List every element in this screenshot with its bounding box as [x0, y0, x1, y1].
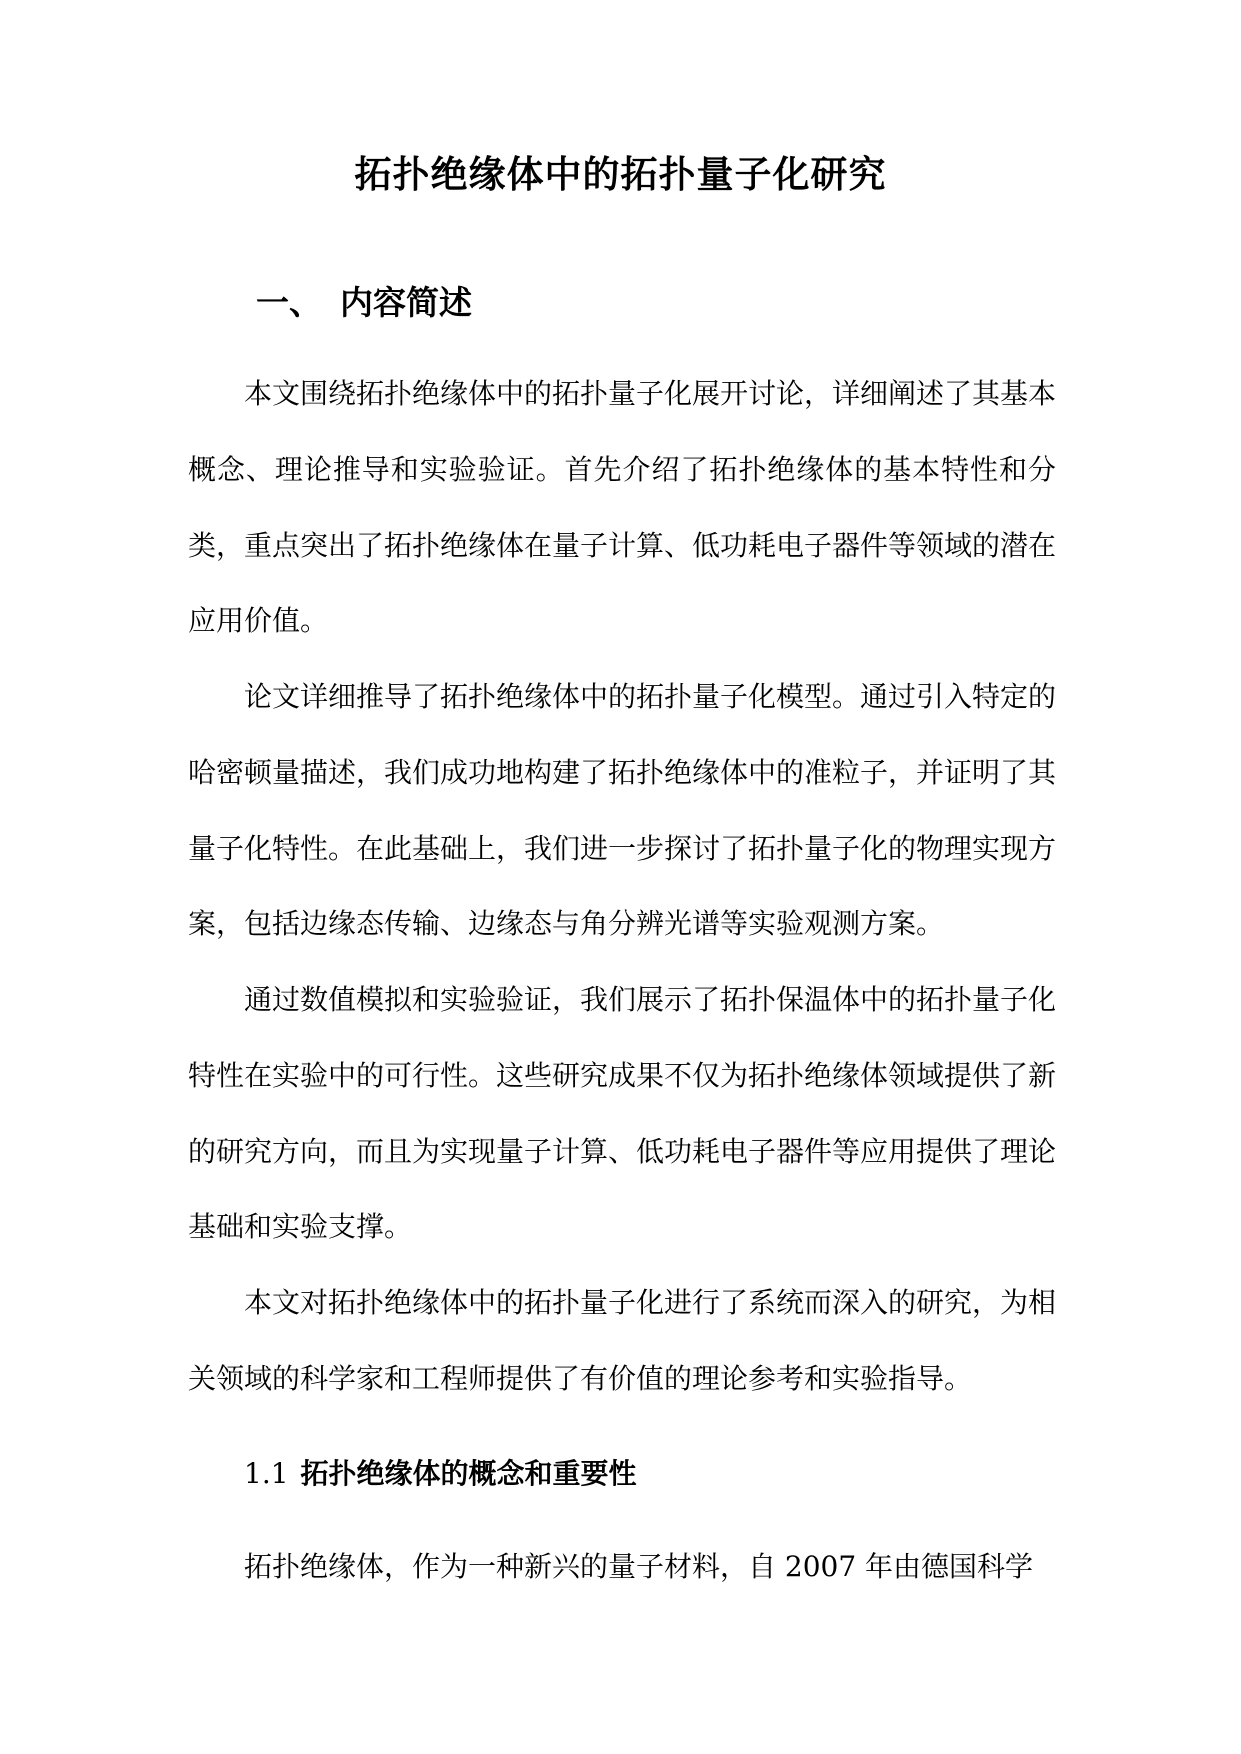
subsection-number: 1.1: [244, 1457, 289, 1490]
paragraph-1: 本文围绕拓扑绝缘体中的拓扑量子化展开讨论，详细阐述了其基本概念、理论推导和实验验证。首先介绍了拓扑绝缘体的基本特性和分类，重点突出了拓扑绝缘体在量子计算、低功耗电子器件等领域的潜在应用价值。: [188, 377, 1057, 638]
paragraph-3: 通过数值模拟和实验验证，我们展示了拓扑保温体中的拓扑量子化特性在实验中的可行性。这些研究成果不仅为拓扑绝缘体领域提供了新的研究方向，而且为实现量子计算、低功耗电子器件等应用提供了理论基础和实验支撑。: [188, 983, 1057, 1244]
section-title: 内容简述: [340, 283, 472, 322]
section-heading: [256, 280, 472, 326]
subsection-heading: [244, 1454, 637, 1494]
document-title: 拓扑绝缘体中的拓扑量子化研究: [354, 152, 887, 196]
paragraph-4: 本文对拓扑绝缘体中的拓扑量子化进行了系统而深入的研究，为相关领域的科学家和工程师提供了有价值的理论参考和实验指导。: [188, 1286, 1057, 1395]
paragraph-2: 论文详细推导了拓扑绝缘体中的拓扑量子化模型。通过引入特定的哈密顿量描述，我们成功地构建了拓扑绝缘体中的准粒子，并证明了其量子化特性。在此基础上，我们进一步探讨了拓扑量子化的物理实现方案，包括边缘态传输、边缘态与角分辨光谱等实验观测方案。: [188, 680, 1057, 941]
subsection-paragraph: 拓扑绝缘体，作为一种新兴的量子材料，自 2007 年由德国科学: [244, 1550, 1034, 1583]
subsection-title: 拓扑绝缘体的概念和重要性: [300, 1457, 637, 1490]
section-number: 一、: [256, 283, 322, 322]
